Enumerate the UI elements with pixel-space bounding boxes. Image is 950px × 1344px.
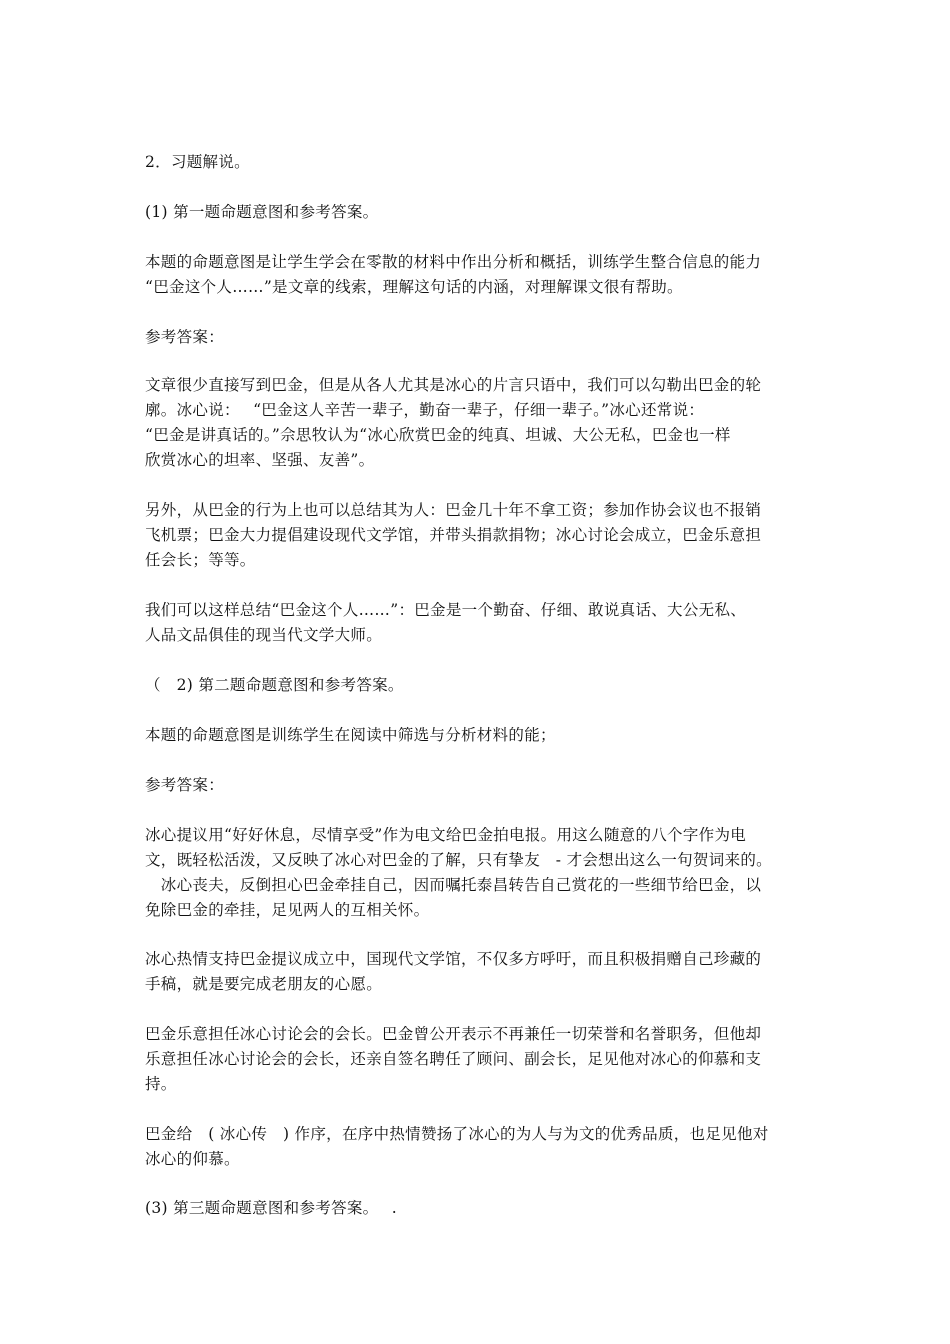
text-line: 乐意担任冰心讨论会的会长，还亲自签名聘任了顾问、副会长，足见他对冰心的仰慕和支: [145, 1050, 762, 1068]
text-line: 飞机票；巴金大力提倡建设现代文学馆，并带头捐款捐物；冰心讨论会成立，巴金乐意担: [145, 526, 762, 544]
text-line: 本题的命题意图是让学生学会在零散的材料中作出分析和概括，训练学生整合信息的能力: [145, 253, 762, 271]
question-2-heading: [145, 673, 835, 698]
text-line: 持。: [145, 1075, 177, 1093]
section-heading: [145, 150, 835, 175]
question-2-intent: [145, 723, 835, 748]
question-3-heading: [145, 1196, 835, 1221]
answer-label: [145, 773, 835, 798]
text-line: 我们可以这样总结“巴金这个人……”：巴金是一个勤奋、仔细、敢说真话、大公无私、: [145, 601, 747, 619]
text-line: 人品文品俱佳的现当代文学大师。: [145, 626, 383, 644]
answer-paragraph: [145, 1022, 835, 1097]
question-1-intent: [145, 250, 835, 300]
text-line: 巴金乐意担任冰心讨论会的会长。巴金曾公开表示不再兼任一切荣誉和名誉职务，但他却: [145, 1025, 762, 1043]
text-line: 另外，从巴金的行为上也可以总结其为人：巴金几十年不拿工资；参加作协会议也不报销: [145, 501, 762, 519]
text-line: 2．习题解说。: [145, 153, 250, 171]
text-line: “巴金这个人……”是文章的线索，理解这句话的内涵，对理解课文很有帮助。: [145, 278, 683, 296]
text-line: 免除巴金的牵挂，足见两人的互相关怀。: [145, 901, 430, 919]
text-line: 冰心的仰慕。: [145, 1150, 240, 1168]
text-line: 冰心丧夫，反倒担心巴金牵挂自己，因而嘱托泰昌转告自己赏花的一些细节给巴金，以: [145, 876, 762, 894]
text-line: 冰心热情支持巴金提议成立中，国现代文学馆，不仅多方呼吁，而且积极捐赠自己珍藏的: [145, 950, 762, 968]
question-1-heading: [145, 200, 835, 225]
text-line: 文，既轻松活泼，又反映了冰心对巴金的了解，只有挚友 - 才会想出这么一句贺词来的。: [145, 851, 772, 869]
text-line: 手稿，就是要完成老朋友的心愿。: [145, 975, 383, 993]
text-line: 欣赏冰心的坦率、坚强、友善”。: [145, 451, 375, 469]
answer-paragraph: [145, 598, 835, 648]
text-line: 冰心提议用“好好休息，尽情享受”作为电文给巴金拍电报。用这么随意的八个字作为电: [145, 826, 747, 844]
text-line: （ 2) 第二题命题意图和参考答案。: [145, 676, 404, 694]
text-line: 参考答案：: [145, 776, 225, 794]
answer-paragraph: [145, 373, 835, 473]
text-line: (1) 第一题命题意图和参考答案。: [145, 203, 379, 221]
text-line: 文章很少直接写到巴金，但是从各人尤其是冰心的片言只语中，我们可以勾勒出巴金的轮: [145, 376, 762, 394]
text-line: (3) 第三题命题意图和参考答案。 .: [145, 1199, 397, 1217]
text-line: “巴金是讲真话的。”佘思牧认为“冰心欣赏巴金的纯真、坦诚、大公无私，巴金也一样: [145, 426, 731, 444]
text-line: 本题的命题意图是训练学生在阅读中筛选与分析材料的能；: [145, 726, 556, 744]
text-line: 巴金给 ( 冰心传 ) 作序，在序中热情赞扬了冰心的为人与为文的优秀品质，也足见他对: [145, 1125, 769, 1143]
answer-paragraph: [145, 1122, 835, 1172]
text-line: 廓。冰心说： “巴金这人辛苦一辈子，勤奋一辈子，仔细一辈子。”冰心还常说：: [145, 401, 705, 419]
answer-paragraph: [145, 947, 835, 997]
text-line: 参考答案：: [145, 328, 225, 346]
answer-paragraph: [145, 823, 835, 923]
text-line: 任会长；等等。: [145, 551, 256, 569]
answer-label: [145, 325, 835, 350]
answer-paragraph: [145, 498, 835, 573]
